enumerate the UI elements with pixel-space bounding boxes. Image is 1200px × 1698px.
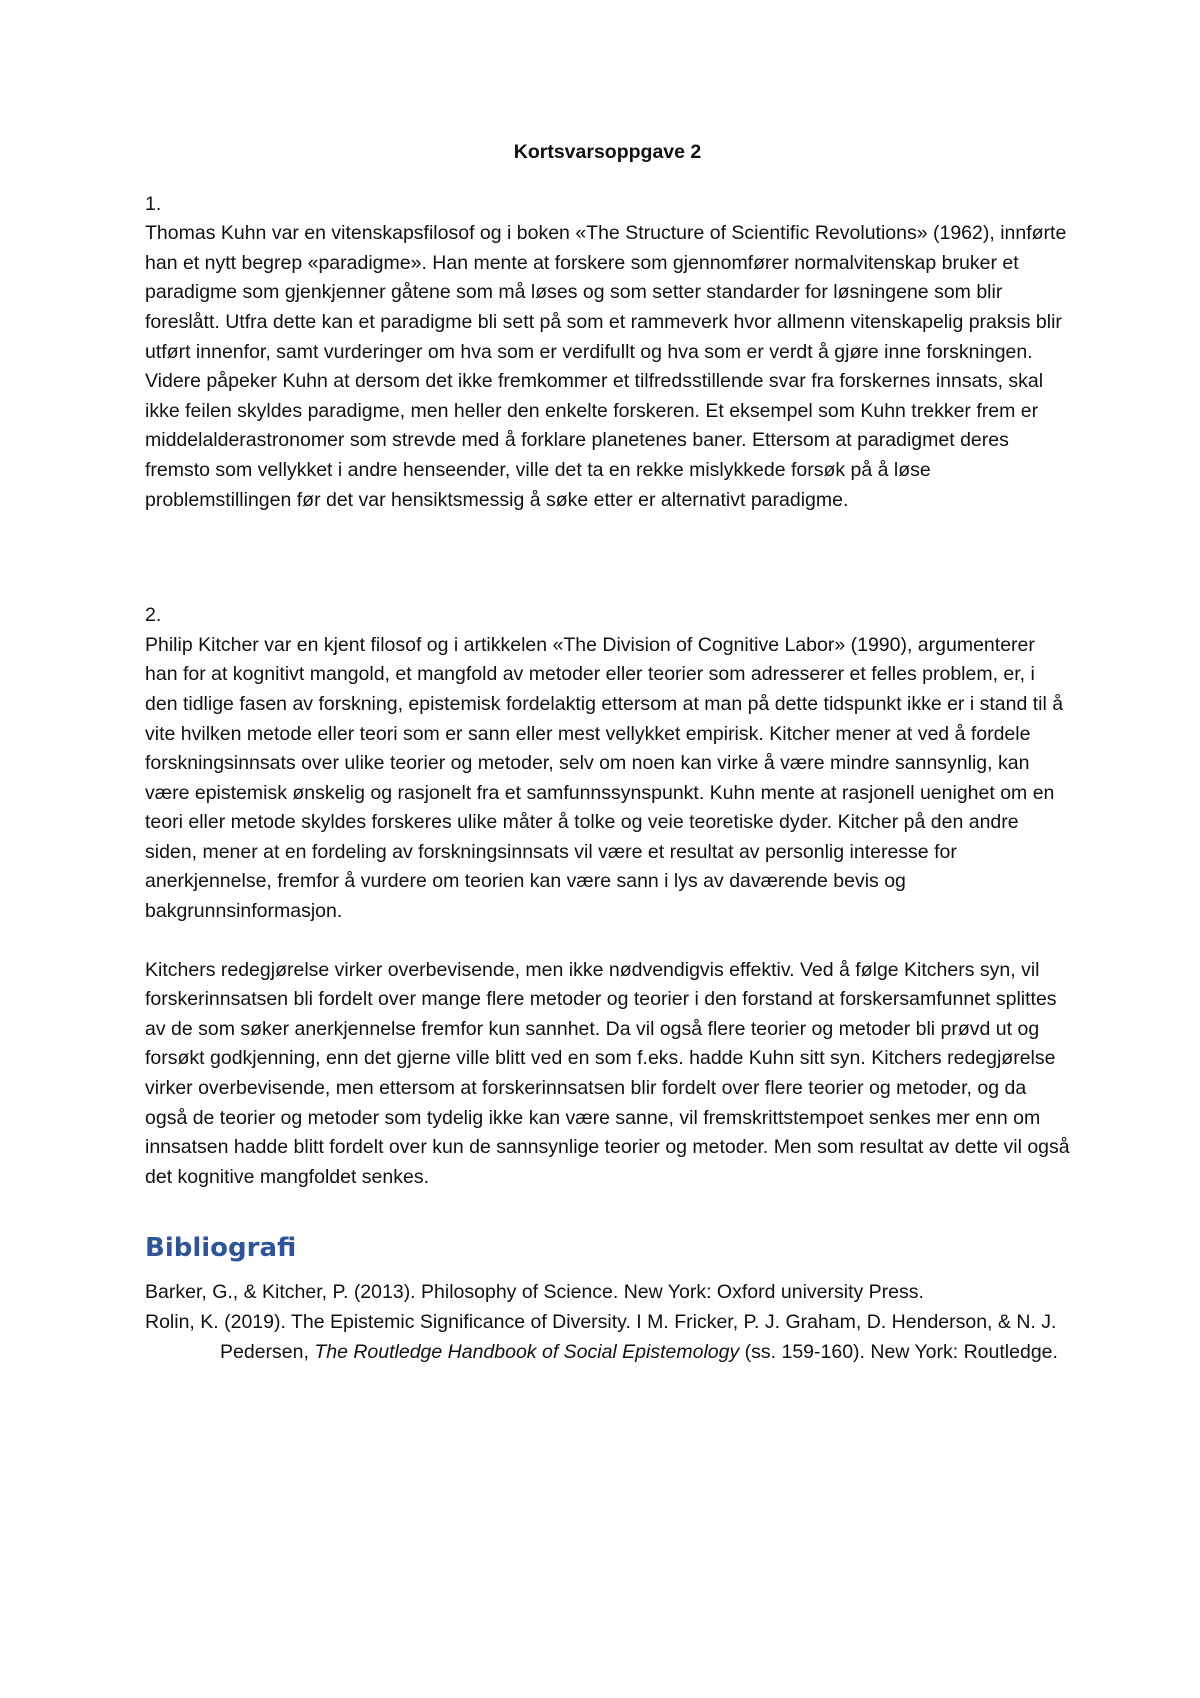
bibliography-heading: Bibliografi [145,1233,297,1264]
bibliography-entry-2 [145,1308,1070,1367]
question-2-answer-paragraph-2: Kitchers redegjørelse virker overbevisende, men ikke nødvendigvis effektiv. Ved å følge Kitchers syn, vil forskerinnsatsen bli fordelt over mange flere metoder og teorier i den forstand at forskersamfunnet splittes av de som søker anerkjennelse fremfor kun sannhet. Da vil også flere teorier og metoder bli prøvd ut og forsøkt godkjenning, enn det gjerne ville blitt ved en som f.eks. hadde Kuhn sitt syn. Kitchers redegjørelse virker overbevisende, men ettersom at forskerinnsatsen blir fordelt over flere teorier og metoder, og da også de teorier og metoder som tydelig ikke kan være sanne, vil fremskrittstempoet senkes mer enn om innsatsen hadde blitt fordelt over kun de sannsynlige teorier og metoder. Men som resultat av dette vil også det kognitive mangfoldet senkes. [145,958,1070,1188]
question-1-number: 1. [145,192,162,215]
bibliography-entry-2-start: Rolin, K. (2019). The Epistemic Significance of Diversity. I M. Fricker, P. J. Graham, D. Henderson, & N. J. Pedersen, [145,1311,1057,1363]
bibliography-entry-2-end: (ss. 159-160). New York: Routledge. [739,1340,1058,1363]
document-title: Kortsvarsoppgave 2 [513,141,702,163]
bibliography-entry-1: Barker, G., & Kitcher, P. (2013). Philosophy of Science. New York: Oxford university Press. [145,1281,924,1304]
question-1-answer: Thomas Kuhn var en vitenskapsfilosof og i boken «The Structure of Scientific Revolutions» (1962), innførte han et nytt begrep «paradigme». Han mente at forskere som gjennomfører normalvitenskap bruker et paradigme som gjenkjenner gåtene som må løses og som setter standarder for løsningene som blir foreslått. Utfra dette kan et paradigme bli sett på som et rammeverk hvor allmenn vitenskapelig praksis blir utført innenfor, samt vurderinger om hva som er verdifullt og hva som er verdt å gjøre inne forskningen. Videre påpeker Kuhn at dersom det ikke fremkommer et tilfredsstillende svar fra forskernes innsats, skal ikke feilen skyldes paradigme, men heller den enkelte forskeren. Et eksempel som Kuhn trekker frem er middelalderastronomer som strevde med å forklare planetenes baner. Ettersom at paradigmet deres fremsto som vellykket i andre henseender, ville det ta en rekke mislykkede forsøk på å løse problemstillingen før det var hensiktsmessig å søke etter er alternativt paradigme. [145,222,1067,511]
question-2-number: 2. [145,604,162,627]
document-page [145,138,1070,1367]
question-2-answer-paragraph-1: Philip Kitcher var en kjent filosof og i artikkelen «The Division of Cognitive Labor» (1990), argumenterer han for at kognitivt mangold, et mangfold av metoder eller teorier som adresserer et felles problem, er, i den tidlige fasen av forskning, epistemisk fordelaktig ettersom at man på dette tidspunkt ikke er i stand til å vite hvilken metode eller teori som er sann eller mest vellykket empirisk. Kitcher mener at ved å fordele forskningsinnsats over ulike teorier og metoder, selv om noen kan virke å være mindre sannsynlig, kan være epistemisk ønskelig og rasjonelt fra et samfunnssynspunkt. Kuhn mente at rasjonell uenighet om en teori eller metode skyldes forskeres ulike måter å tolke og veie teoretiske dyder. Kitcher på den andre siden, mener at en fordeling av forskningsinnsats vil være et resultat av personlig interesse for anerkjennelse, fremfor å vurdere om teorien kan være sann i lys av daværende bevis og bakgrunnsinformasjon. [145,633,1064,923]
bibliography-entry-2-book-title: The Routledge Handbook of Social Epistemology [314,1340,740,1363]
